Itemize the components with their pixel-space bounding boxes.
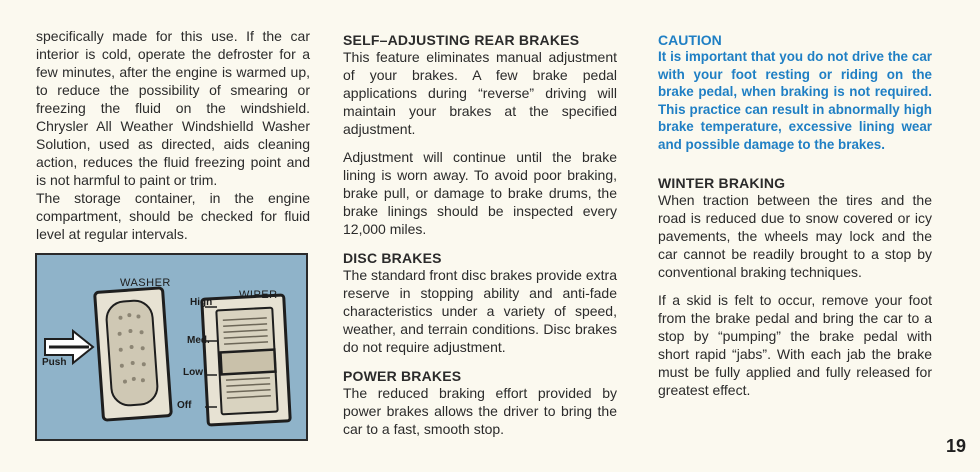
winter-braking-paragraph-2: If a skid is felt to occur, remove your foot from the brake pedal and bring the car to a stop by “pumping” the brake pedal with short rapid “jabs”. With each jab the brake must be fully applied and fully released for greatest effect. bbox=[658, 291, 932, 398]
self-adjusting-paragraph-2: Adjustment will continue until the brake lining is worn away. To avoid poor braking, brake pull, or damage to brake drums, the brake linings should be inspected every 12,000 miles. bbox=[343, 149, 617, 237]
disc-brakes-heading: DISC BRAKES bbox=[343, 250, 442, 266]
page-number: 19 bbox=[946, 436, 967, 456]
washer-fluid-paragraph: specifically made for this use. If the car interior is cold, operate the defroster for a few minutes, after the engine is warmed up, to reduce the possibility of smearing or freezing the fluid on the windshield. Chrysler All Weather Windshielld Washer Solution, used as directed, aids cleaning action, reduces the fluid freezing point and is not harmful to paint or trim. bbox=[36, 28, 310, 188]
caution-paragraph: It is important that you do not drive the car with your foot resting or riding on the brake pedal, when braking is not required. This practice can result in abnormally high brake temperature, excessive lining wear and possible damage to the brakes. bbox=[658, 49, 932, 152]
caution-title: CAUTION bbox=[658, 32, 722, 48]
power-brakes-paragraph: The reduced braking effort provided by power brakes allows the driver to bring the car to a fast, smooth stop. bbox=[343, 385, 617, 437]
middle-column bbox=[343, 0, 617, 438]
med-label: Med. bbox=[187, 335, 210, 346]
storage-container-paragraph: The storage container, in the engine compartment, should be checked for fluid level at regular intervals. bbox=[36, 190, 310, 242]
left-column bbox=[36, 0, 310, 243]
power-brakes-heading: POWER BRAKES bbox=[343, 368, 462, 384]
wiper-label: WIPER bbox=[239, 289, 278, 301]
washer-wiper-switch-illustration bbox=[35, 253, 308, 441]
disc-brakes-paragraph: The standard front disc brakes provide extra reserve in stopping ability and anti-fade characteristics under a variety of speed, weather, and terrain conditions. Disc brakes do not require adjustment. bbox=[343, 267, 617, 355]
self-adjusting-paragraph-1: This feature eliminates manual adjustment of your brakes. A few brake pedal applications during “reverse” driving will maintain your brakes at the specified adjustment. bbox=[343, 49, 617, 137]
push-label: Push bbox=[42, 357, 67, 368]
low-label: Low bbox=[183, 367, 203, 378]
high-label: High bbox=[190, 297, 213, 308]
right-column bbox=[658, 0, 932, 399]
washer-label: WASHER bbox=[120, 277, 171, 289]
winter-braking-paragraph-1: When traction between the tires and the road is reduced due to snow covered or icy pavements, the wheels may lock and the car cannot be readily brought to a stop by conventional braking techniques. bbox=[658, 191, 932, 280]
switch-panel-drawing bbox=[37, 255, 306, 439]
winter-braking-heading: WINTER BRAKING bbox=[658, 174, 786, 191]
self-adjusting-heading: SELF–ADJUSTING REAR BRAKES bbox=[343, 32, 580, 48]
off-label: Off bbox=[177, 400, 192, 411]
